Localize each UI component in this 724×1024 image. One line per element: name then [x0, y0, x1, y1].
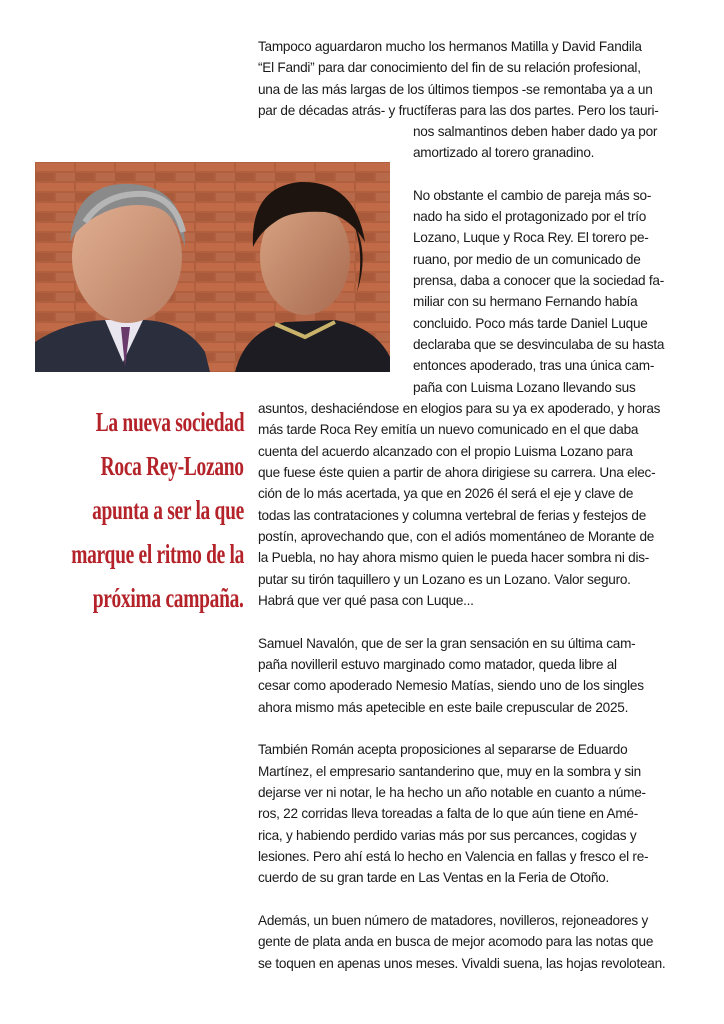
body-line: Samuel Navalón, que de ser la gran sensación en su última cam-	[258, 636, 636, 651]
body-line: amortizado al torero granadino.	[413, 145, 595, 160]
body-line: Tampoco aguardaron mucho los hermanos Matilla y David Fandila	[258, 39, 642, 54]
body-line: paña novilleril estuvo marginado como matador, queda libre al	[258, 657, 617, 672]
body-line: gente de plata anda en busca de mejor acomodo para las notas que	[258, 934, 654, 949]
body-line: cuerdo de su gran tarde en Las Ventas en la Feria de Otoño.	[258, 870, 610, 885]
body-line: declaraba que se desvinculaba de su hasta	[413, 337, 665, 352]
body-line: Lozano, Luque y Roca Rey. El torero pe-	[413, 230, 649, 245]
body-line: ción de lo más acertada, ya que en 2026 él será el eje y clave de	[258, 486, 634, 501]
body-line: ruano, por medio de un comunicado de	[413, 252, 641, 267]
body-line: “El Fandi” para dar conocimiento del fin de su relación profesional,	[258, 60, 641, 75]
body-line: No obstante el cambio de pareja más so-	[413, 188, 652, 203]
pullquote-line: apunta a ser la que	[92, 495, 244, 525]
body-line: Además, un buen número de matadores, novilleros, rejoneadores y	[258, 913, 649, 928]
body-line: ahora mismo más apetecible en este baile crepuscular de 2025.	[258, 700, 629, 715]
body-line: También Román acepta proposiciones al separarse de Eduardo	[258, 742, 628, 757]
body-line: nos salmantinos deben haber dado ya por	[413, 124, 658, 139]
body-line: prensa, daba a conocer que la sociedad fa-	[413, 273, 664, 288]
body-line: dejarse ver ni notar, le ha hecho un año notable en cuanto a núme-	[258, 785, 646, 800]
article-photo	[35, 162, 390, 372]
body-line: concluido. Poco más tarde Daniel Luque	[413, 316, 648, 331]
pullquote-line: marque el ritmo de la	[71, 539, 244, 569]
body-line: postín, aprovechando que, con el adiós momentáneo de Morante de	[258, 529, 655, 544]
body-line: una de las más largas de los últimos tiempos -se remontaba ya a un	[258, 82, 653, 97]
body-line: más tarde Roca Rey emitía un nuevo comunicado en el que daba	[258, 422, 639, 437]
body-line: que fuese éste quien a partir de ahora dirigiese su carrera. Una elec-	[258, 465, 656, 480]
body-line: nado ha sido el protagonizado por el trío	[413, 209, 647, 224]
body-line: par de décadas atrás- y fructíferas para las dos partes. Pero los tauri-	[258, 103, 659, 118]
body-line: rica, y habiendo perdido varias más por sus percances, cogidas y	[258, 828, 637, 843]
portrait-photo-icon	[35, 162, 390, 372]
body-line: cuenta del acuerdo alcanzado con el propio Luisma Lozano para	[258, 444, 633, 459]
body-line: asuntos, deshaciéndose en elogios para su ya ex apoderado, y horas	[258, 401, 661, 416]
pullquote-line: próxima campaña.	[93, 583, 244, 613]
pullquote-line: La nueva sociedad	[95, 407, 244, 437]
body-line: se toquen en apenas unos meses. Vivaldi suena, las hojas revolotean.	[258, 956, 666, 971]
body-line: cesar como apoderado Nemesio Matías, siendo uno de los singles	[258, 678, 644, 693]
body-line: la Puebla, no hay ahora mismo quien le pueda hacer sombra ni dis-	[258, 550, 650, 565]
body-line: putar su tirón taquillero y un Lozano es un Lozano. Valor seguro.	[258, 572, 631, 587]
body-line: miliar con su hermano Fernando había	[413, 294, 638, 309]
body-line: ros, 22 corridas lleva toreadas a falta de lo que aún tiene en Amé-	[258, 806, 638, 821]
body-line: paña con Luisma Lozano llevando sus	[413, 380, 636, 395]
body-line: Habrá que ver qué pasa con Luque...	[258, 593, 474, 608]
body-line: entonces apoderado, tras una única cam-	[413, 358, 655, 373]
body-line: lesiones. Pero ahí está lo hecho en Valencia en fallas y fresco el re-	[258, 849, 649, 864]
body-line: Martínez, el empresario santanderino que, muy en la sombra y sin	[258, 764, 641, 779]
body-line: todas las contrataciones y columna vertebral de ferias y festejos de	[258, 508, 647, 523]
pullquote-line: Roca Rey-Lozano	[100, 451, 244, 481]
